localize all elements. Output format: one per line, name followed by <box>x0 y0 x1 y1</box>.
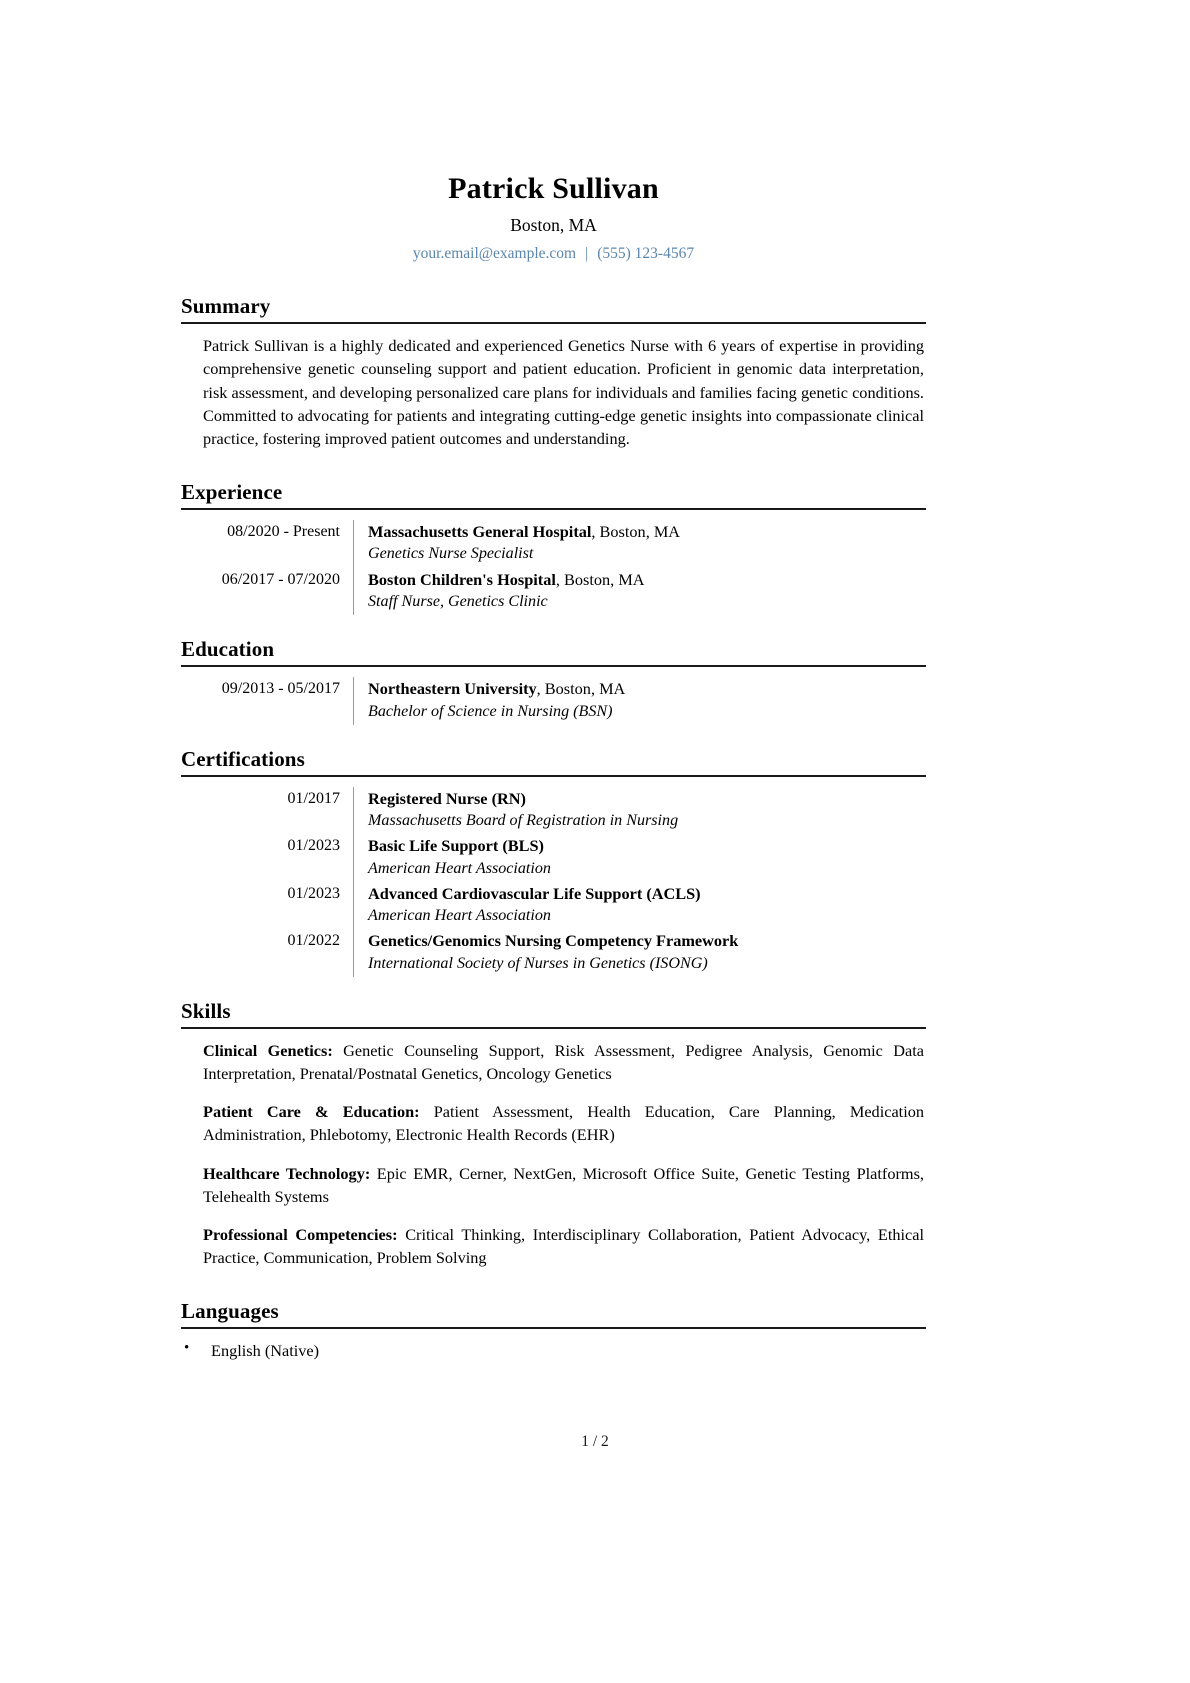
contact-line <box>181 244 926 264</box>
skill-group <box>203 1039 924 1085</box>
section-title-education: Education <box>181 637 275 662</box>
certification-name: Registered Nurse (RN) <box>368 788 526 808</box>
entry-organization: Massachusetts General Hospital <box>368 522 592 542</box>
contact-separator: | <box>585 245 589 262</box>
entry-headline <box>368 677 926 700</box>
entry-date: 01/2023 <box>287 837 340 855</box>
section-skills <box>181 999 926 1269</box>
section-languages <box>181 1299 926 1363</box>
certification-issuer: International Society of Nurses in Genetics (ISONG) <box>368 954 708 972</box>
section-title-experience: Experience <box>181 479 283 504</box>
candidate-name: Patrick Sullivan <box>448 172 659 205</box>
section-title-certifications: Certifications <box>181 746 305 771</box>
entry-organization: Boston Children's Hospital <box>368 569 556 589</box>
entry-main <box>353 787 926 835</box>
entry-headline <box>368 929 926 952</box>
entry-date: 01/2022 <box>287 932 340 950</box>
section-title-summary: Summary <box>181 294 271 319</box>
summary-text: Patrick Sullivan is a highly dedicated and experienced Genetics Nurse with 6 years of expertise in providing comprehensive genetic counseling support and patient education. Proficient in genomic data interpretation, risk assessment, and developing personalized care plans for individuals and families facing genetic conditions. Committed to advocating for patients and integrating cutting-edge genetic insights into compassionate clinical practice, fostering improved patient outcomes and understanding. <box>203 336 924 448</box>
entry-date: 01/2023 <box>287 884 340 902</box>
list-item: • English (Native) <box>181 1339 926 1363</box>
entry-date: 08/2020 - Present <box>227 523 340 541</box>
entry-main <box>353 520 926 568</box>
experience-entry <box>181 520 926 568</box>
entry-main <box>353 929 926 977</box>
certification-issuer: Massachusetts Board of Registration in Nursing <box>368 812 679 830</box>
certification-name: Genetics/Genomics Nursing Competency Framework <box>368 931 739 951</box>
section-certifications <box>181 747 926 977</box>
section-education <box>181 637 926 725</box>
summary-body <box>181 324 926 450</box>
certification-issuer: American Heart Association <box>368 859 551 877</box>
skill-items: Critical Thinking, Interdisciplinary Collaboration, Patient Advocacy, Ethical Practice, Communication, Problem Solving <box>203 1224 924 1268</box>
skill-group <box>203 1100 924 1146</box>
entry-headline <box>368 834 926 857</box>
certification-entry <box>181 834 926 882</box>
entry-organization: Northeastern University <box>368 679 537 699</box>
skill-items: Genetic Counseling Support, Risk Assessment, Pedigree Analysis, Genomic Data Interpretation, Prenatal/Postnatal Genetics, Oncology Genetics <box>203 1041 924 1084</box>
skill-category-label: Patient Care & Education: <box>203 1102 420 1122</box>
entry-role: Staff Nurse, Genetics Clinic <box>368 592 548 610</box>
certification-name: Advanced Cardiovascular Life Support (ACLS) <box>368 883 701 903</box>
certifications-body <box>181 777 926 977</box>
skill-group <box>203 1162 924 1208</box>
certification-entry <box>181 787 926 835</box>
experience-body <box>181 510 926 615</box>
entry-degree: Bachelor of Science in Nursing (BSN) <box>368 702 613 720</box>
skills-body <box>181 1029 926 1269</box>
page-indicator: 1 / 2 <box>581 1433 609 1450</box>
certification-name: Basic Life Support (BLS) <box>368 836 544 856</box>
education-entry <box>181 677 926 725</box>
entry-location: , Boston, MA <box>591 522 681 542</box>
section-title-skills: Skills <box>181 998 231 1023</box>
resume-content <box>181 0 926 1363</box>
certification-entry <box>181 929 926 977</box>
experience-entry <box>181 568 926 616</box>
entry-main <box>353 568 926 616</box>
phone-link[interactable]: (555) 123-4567 <box>597 245 695 262</box>
languages-body <box>181 1329 926 1363</box>
certification-entry <box>181 882 926 930</box>
entry-role: Genetics Nurse Specialist <box>368 545 534 563</box>
page-footer <box>0 1433 1190 1451</box>
email-link[interactable]: your.email@example.com <box>412 245 577 262</box>
skill-group <box>203 1223 924 1269</box>
education-body <box>181 667 926 725</box>
candidate-location: Boston, MA <box>510 215 597 235</box>
entry-main <box>353 882 926 930</box>
languages-list <box>181 1339 926 1363</box>
entry-location: , Boston, MA <box>536 679 626 699</box>
section-experience <box>181 480 926 615</box>
skill-category-label: Clinical Genetics: <box>203 1041 333 1061</box>
skill-items: Patient Assessment, Health Education, Care Planning, Medication Administration, Phlebotomy, Electronic Health Records (EHR) <box>203 1102 924 1145</box>
entry-date: 06/2017 - 07/2020 <box>221 570 340 588</box>
entry-headline <box>368 787 926 810</box>
skill-items: Epic EMR, Cerner, NextGen, Microsoft Office Suite, Genetic Testing Platforms, Telehealth Systems <box>203 1163 924 1206</box>
section-title-languages: Languages <box>181 1299 279 1324</box>
entry-main <box>353 834 926 882</box>
entry-location: , Boston, MA <box>555 569 645 589</box>
resume-header <box>181 0 926 264</box>
entry-headline <box>368 520 926 543</box>
entry-date: 01/2017 <box>287 789 340 807</box>
skill-category-label: Healthcare Technology: <box>203 1163 371 1183</box>
section-summary <box>181 294 926 450</box>
skill-category-label: Professional Competencies: <box>203 1224 398 1244</box>
entry-headline <box>368 568 926 591</box>
certification-issuer: American Heart Association <box>368 907 551 925</box>
entry-date: 09/2013 - 05/2017 <box>221 680 340 698</box>
entry-headline <box>368 882 926 905</box>
entry-main <box>353 677 926 725</box>
